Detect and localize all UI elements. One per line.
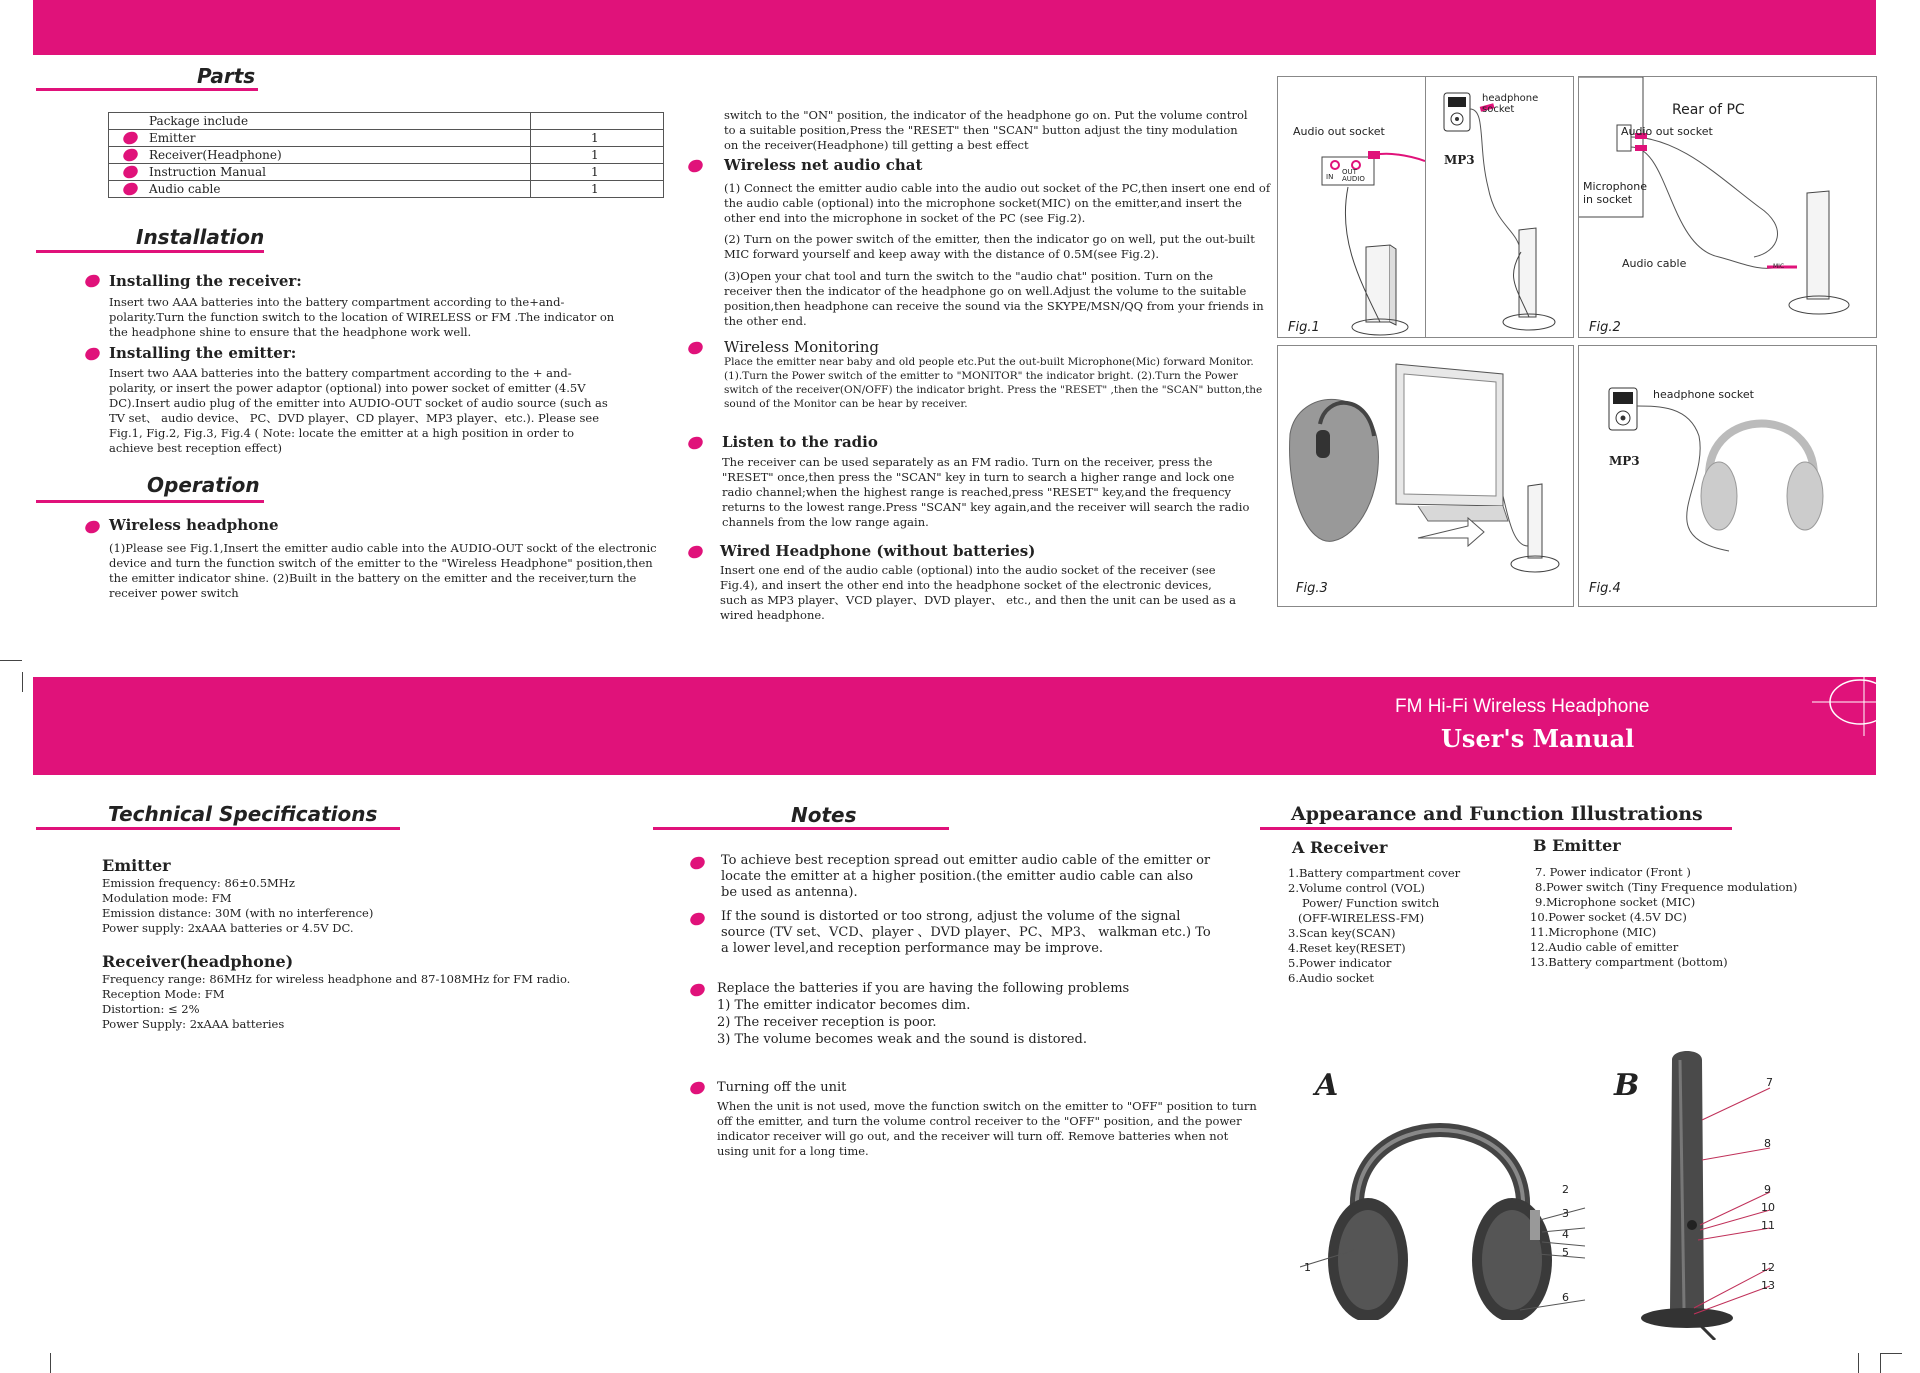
wired-headphone-text: Insert one end of the audio cable (optional) into the audio socket of the receiver (see Fig.4), and insert the other end into the headphone socket of the electronic devices, such as MP3 player、VCD player、DVD player、 etc., and then the unit can be used as a wired headphone.	[720, 563, 1236, 622]
bullet-icon	[686, 434, 705, 451]
fig1-drawing	[1278, 77, 1425, 337]
receiver-list-item: 1.Battery compartment cover	[1288, 866, 1461, 880]
callout-number: 7	[1766, 1076, 1773, 1089]
receiver-list-title: A Receiver	[1292, 838, 1388, 857]
installing-emitter-title: Installing the emitter:	[109, 344, 297, 362]
wireless-monitoring-title: Wireless Monitoring	[724, 338, 879, 356]
manual-title: User's Manual	[1441, 724, 1635, 753]
callout-number: 8	[1764, 1137, 1771, 1150]
rear-of-pc-label: Rear of PC	[1672, 102, 1745, 118]
note-batteries-item: 1) The emitter indicator becomes dim.	[717, 998, 971, 1013]
note-batteries-item: 3) The volume becomes weak and the sound is distored.	[717, 1032, 1087, 1047]
product-subtitle: FM Hi-Fi Wireless Headphone	[1395, 696, 1650, 717]
bullet-icon	[688, 854, 707, 871]
notes-rule	[653, 827, 949, 830]
operation-rule	[36, 500, 264, 503]
installing-emitter-text: Insert two AAA batteries into the battery compartment according to the + and- polarity, or insert the power adaptor (optional) into power socket of emitter (4.5V DC).Insert audio plug of the emitter into AUDIO-OUT socket of audio source (such as TV set、 audio device、 PC、DVD player、CD player、MP3 player、etc.). Please see Fig.1, Fig.2, Fig.3, Fig.4 ( Note: locate the emitter at a high position in order to achieve best reception effect)	[109, 366, 608, 455]
bullet-icon	[121, 146, 140, 163]
mp3-cable-drawing	[1426, 77, 1573, 337]
installation-heading: Installation	[136, 225, 265, 249]
listen-radio-text: The receiver can be used separately as an FM radio. Turn on the receiver, press the "RESET" once,then press the "SCAN" key in turn to search a higher range and lock one radio channel;when the highest range is reached,press "RESET" key,and the frequency returns to the lowest range.Press "SCAN" key again,and the receiver will search the radio channels from the low range again.	[722, 455, 1250, 529]
bullet-icon	[686, 339, 705, 356]
bullet-icon	[83, 518, 102, 535]
spec-receiver-line: Power Supply: 2xAAA batteries	[102, 1017, 285, 1031]
fig4-drawing	[1579, 346, 1876, 606]
bullet-icon	[121, 163, 140, 180]
receiver-list-item: Power/ Function switch	[1302, 896, 1440, 910]
figure-mp3-cable	[1425, 76, 1574, 338]
callout-number: 9	[1764, 1183, 1771, 1196]
notes-heading: Notes	[791, 803, 857, 827]
part-name: Receiver(Headphone)	[149, 148, 282, 162]
note-turn-off-title: Turning off the unit	[717, 1080, 847, 1095]
receiver-headphone-illustration	[1300, 1060, 1590, 1320]
note-batteries-title: Replace the batteries if you are having the following problems	[717, 981, 1130, 996]
emitter-list-item: 10.Power socket (4.5V DC)	[1530, 910, 1687, 924]
out-audio-label: OUT AUDIO	[1342, 168, 1365, 183]
table-row	[109, 130, 664, 147]
crop-mark	[1880, 1353, 1902, 1354]
receiver-list-item: 4.Reset key(RESET)	[1288, 941, 1406, 955]
bullet-icon	[83, 272, 102, 289]
wireless-monitoring-text: Place the emitter near baby and old people etc.Put the out-built Microphone(Mic) forward Monitor. (1).Turn the Power switch of the emitter to "MONITOR" the indicator bright. (2).Turn the Power switch of the receiver(ON/OFF) the indicator bright. Press the "RESET" ,then the "SCAN" button,the sound of the Monitor can be hear by receiver.	[724, 356, 1263, 410]
fig4-label: Fig.4	[1589, 581, 1621, 596]
table-row	[109, 147, 664, 164]
illustration-b-label: B	[1614, 1068, 1640, 1103]
fig3-label: Fig.3	[1296, 581, 1328, 596]
bullet-icon	[121, 180, 140, 197]
parts-heading: Parts	[197, 64, 256, 88]
spec-emitter-line: Modulation mode: FM	[102, 891, 232, 905]
note-batteries-item: 2) The receiver reception is poor.	[717, 1015, 937, 1030]
net-audio-chat-step-1: (1) Connect the emitter audio cable into the audio out socket of the PC,then insert one end of the audio cable (optional) into the microphone socket(MIC) on the emitter,and insert the other end into the microphone in socket of the PC (see Fig.2).	[724, 181, 1271, 225]
figure-2	[1578, 76, 1877, 338]
receiver-list-item: (OFF-WIRELESS-FM)	[1298, 911, 1425, 925]
in-label: IN	[1326, 173, 1334, 181]
part-qty: 1	[531, 164, 664, 181]
crop-mark	[50, 1353, 51, 1373]
note-antenna: To achieve best reception spread out emitter audio cable of the emitter or locate the emitter at a higher position.(the emitter audio cable can also be used as antenna).	[721, 853, 1211, 900]
emitter-list-item: 11.Microphone (MIC)	[1530, 925, 1657, 939]
crop-mark	[0, 660, 22, 661]
mp3-label: MP3	[1609, 454, 1640, 468]
callout-number: 13	[1761, 1279, 1775, 1292]
appearance-rule	[1260, 827, 1732, 830]
spec-receiver-line: Frequency range: 86MHz for wireless headphone and 87-108MHz for FM radio.	[102, 972, 571, 986]
figure-4	[1578, 345, 1877, 607]
callout-number: 11	[1761, 1219, 1775, 1232]
fig2-label: Fig.2	[1589, 320, 1621, 335]
parts-table-header: Package include	[109, 113, 531, 130]
wired-headphone-title: Wired Headphone (without batteries)	[720, 542, 1036, 560]
registration-mark-icon	[1812, 676, 1912, 736]
spec-receiver-title: Receiver(headphone)	[102, 952, 294, 971]
callout-number: 2	[1562, 1183, 1569, 1196]
crop-mark	[1880, 1353, 1881, 1373]
specs-rule	[36, 827, 400, 830]
spec-receiver-line: Distortion: ≤ 2%	[102, 1002, 200, 1016]
spec-emitter-line: Power supply: 2xAAA batteries or 4.5V DC.	[102, 921, 354, 935]
illustration-a-label: A	[1315, 1068, 1339, 1103]
table-row	[109, 164, 664, 181]
bullet-icon	[121, 129, 140, 146]
receiver-list-item: 6.Audio socket	[1288, 971, 1374, 985]
part-qty: 1	[531, 147, 664, 164]
listen-radio-title: Listen to the radio	[722, 433, 878, 451]
bullet-icon	[83, 345, 102, 362]
net-audio-chat-step-3: (3)Open your chat tool and turn the switch to the "audio chat" position. Turn on the receiver then the indicator of the headphone go on well.Adjust the volume to the suitable position,then headphone can receive the sound via the SKYPE/MSN/QQ from your friends in the other end.	[724, 269, 1264, 328]
callout-number: 3	[1562, 1207, 1569, 1220]
bullet-icon	[688, 1079, 707, 1096]
parts-table	[108, 112, 664, 198]
callout-number: 10	[1761, 1201, 1775, 1214]
table-row	[109, 113, 664, 130]
part-name: Audio cable	[149, 182, 221, 196]
receiver-list-item: 5.Power indicator	[1288, 956, 1392, 970]
mic-label: MIC	[1773, 263, 1785, 270]
callout-number: 4	[1562, 1228, 1569, 1241]
wireless-headphone-title: Wireless headphone	[109, 516, 279, 534]
crop-mark	[1858, 1353, 1859, 1373]
spec-receiver-line: Reception Mode: FM	[102, 987, 225, 1001]
top-banner-strip	[33, 0, 1876, 55]
callout-number: 5	[1562, 1246, 1569, 1259]
part-name: Instruction Manual	[149, 165, 266, 179]
audio-cable-label: Audio cable	[1622, 257, 1687, 270]
emitter-list-item: 8.Power switch (Tiny Frequence modulation)	[1535, 880, 1798, 894]
spec-emitter-title: Emitter	[102, 856, 171, 875]
emitter-list-item: 9.Microphone socket (MIC)	[1535, 895, 1696, 909]
mp3-label: MP3	[1444, 153, 1475, 167]
headphone-socket-label: headphone socket	[1482, 93, 1539, 115]
crop-mark	[22, 672, 23, 692]
operation-heading: Operation	[147, 473, 260, 497]
table-row	[109, 181, 664, 198]
spec-emitter-line: Emission frequency: 86±0.5MHz	[102, 876, 295, 890]
fig3-drawing	[1278, 346, 1573, 606]
callout-number: 6	[1562, 1291, 1569, 1304]
audio-out-socket-label: Audio out socket	[1621, 125, 1713, 138]
wireless-headphone-continued: switch to the "ON" position, the indicator of the headphone go on. Put the volume control to a suitable position,Press the "RESET" then "SCAN" button adjust the tiny modulation on the receiver(Headphone) till getting a best effect	[724, 108, 1248, 152]
installation-rule	[36, 250, 264, 253]
installing-receiver-title: Installing the receiver:	[109, 272, 302, 290]
net-audio-chat-title: Wireless net audio chat	[724, 156, 923, 174]
emitter-list-item: 7. Power indicator (Front )	[1535, 865, 1691, 879]
figure-1	[1277, 76, 1426, 338]
receiver-list-item: 2.Volume control (VOL)	[1288, 881, 1425, 895]
callout-number: 1	[1304, 1261, 1311, 1274]
emitter-list-item: 12.Audio cable of emitter	[1530, 940, 1679, 954]
figure-3	[1277, 345, 1574, 607]
emitter-illustration	[1630, 1040, 1780, 1340]
fig1-label: Fig.1	[1288, 320, 1320, 335]
appearance-heading: Appearance and Function Illustrations	[1291, 803, 1703, 825]
note-turn-off-text: When the unit is not used, move the function switch on the emitter to "OFF" position to turn off the emitter, and turn the volume control receiver to the "OFF" position, and the power indicator receiver will go out, and the receiver will turn off. Remove batteries when not using unit for a long time.	[717, 1099, 1257, 1158]
bullet-icon	[686, 157, 705, 174]
callout-number: 12	[1761, 1261, 1775, 1274]
specs-heading: Technical Specifications	[108, 802, 378, 826]
part-name: Emitter	[149, 131, 196, 145]
microphone-in-label: Microphone in socket	[1583, 180, 1648, 206]
bullet-icon	[686, 543, 705, 560]
receiver-list-item: 3.Scan key(SCAN)	[1288, 926, 1396, 940]
part-qty: 1	[531, 181, 664, 198]
audio-out-label: Audio out socket	[1293, 125, 1385, 138]
bullet-icon	[688, 981, 707, 998]
headphone-socket-label: headphone socket	[1653, 388, 1754, 401]
emitter-list-title: B Emitter	[1533, 836, 1621, 855]
bullet-icon	[688, 910, 707, 927]
emitter-list-item: 13.Battery compartment (bottom)	[1530, 955, 1728, 969]
spec-emitter-line: Emission distance: 30M (with no interference)	[102, 906, 374, 920]
part-qty: 1	[531, 130, 664, 147]
net-audio-chat-step-2: (2) Turn on the power switch of the emitter, then the indicator go on well, put the out-built MIC forward yourself and keep away with the distance of 0.5M(see Fig.2).	[724, 232, 1255, 261]
installing-receiver-text: Insert two AAA batteries into the battery compartment according to the+and- polarity.Turn the function switch to the location of WIRELESS or FM .The indicator on the headphone shine to ensure that the headphone work well.	[109, 295, 615, 339]
note-distortion: If the sound is distorted or too strong, adjust the volume of the signal source (TV set、VCD、player 、DVD player、PC、MP3、 walkman etc.) To a lower level,and reception performance may be improve.	[721, 909, 1211, 956]
parts-rule	[36, 88, 258, 91]
wireless-headphone-text: (1)Please see Fig.1,Insert the emitter audio cable into the AUDIO-OUT sockt of the electronic device and turn the function switch of the emitter to the "Wireless Headphone" position,then the emitter indicator shine. (2)Built in the battery on the emitter and the receiver,turn the receiver power switch	[109, 541, 657, 600]
